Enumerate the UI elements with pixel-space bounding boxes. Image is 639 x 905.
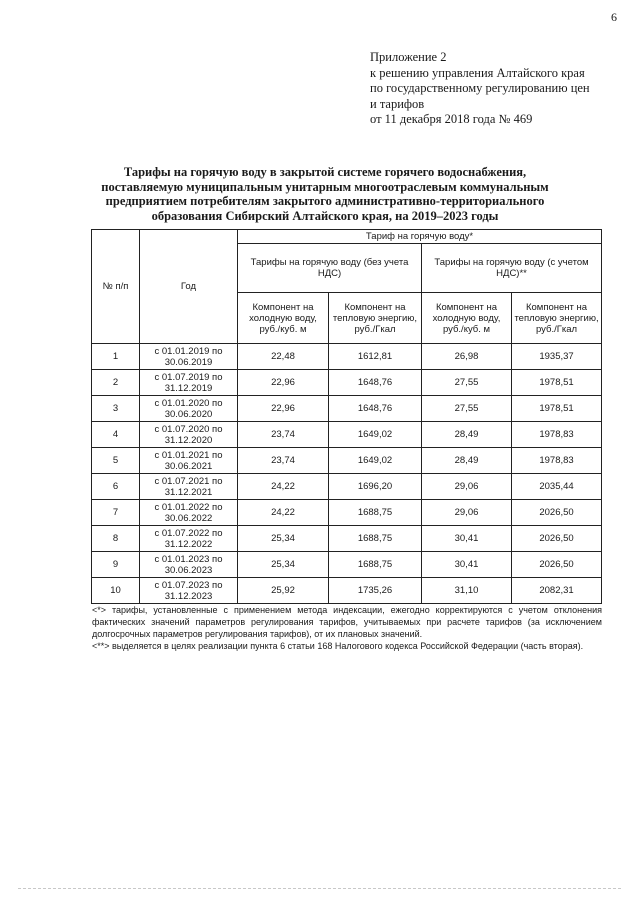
- cold-water-value: 22,96: [238, 370, 329, 396]
- table-row: [92, 474, 602, 500]
- title-line: предприятием потребителям закрытого административно-территориального: [105, 194, 545, 208]
- row-period: с 01.07.2021 по 31.12.2021: [140, 474, 238, 500]
- heat-vat-value: 2082,31: [512, 578, 602, 604]
- heat-vat-value: 1978,51: [512, 396, 602, 422]
- row-number: 7: [92, 500, 140, 526]
- heat-value: 1688,75: [329, 526, 422, 552]
- cold-water-vat-value: 27,55: [422, 396, 512, 422]
- table-row: [92, 448, 602, 474]
- footnotes: [92, 604, 602, 652]
- title-line: образования Сибирский Алтайского края, на 2019–2023 годы: [151, 208, 499, 223]
- row-period: с 01.07.2022 по 31.12.2022: [140, 526, 238, 552]
- heat-value: 1649,02: [329, 422, 422, 448]
- cold-water-vat-value: 30,41: [422, 526, 512, 552]
- table-row: [92, 396, 602, 422]
- cold-water-vat-value: 29,06: [422, 474, 512, 500]
- table-row: [92, 552, 602, 578]
- cold-water-value: 22,96: [238, 396, 329, 422]
- row-period: с 01.01.2022 по 30.06.2022: [140, 500, 238, 526]
- heat-value: 1688,75: [329, 500, 422, 526]
- cold-water-vat-value: 26,98: [422, 344, 512, 370]
- heat-value: 1648,76: [329, 370, 422, 396]
- table-row: [92, 422, 602, 448]
- heat-value: 1649,02: [329, 448, 422, 474]
- header-heat-component-vat: Компонент на тепловую энергию, руб./Гкал: [512, 293, 602, 344]
- table-row: [92, 500, 602, 526]
- row-period: с 01.01.2019 по 30.06.2019: [140, 344, 238, 370]
- row-number: 8: [92, 526, 140, 552]
- table-row: [92, 578, 602, 604]
- cold-water-value: 25,34: [238, 552, 329, 578]
- row-period: с 01.01.2023 по 30.06.2023: [140, 552, 238, 578]
- heat-vat-value: 1978,83: [512, 448, 602, 474]
- document-title: [90, 165, 560, 223]
- cold-water-vat-value: 27,55: [422, 370, 512, 396]
- header-with-vat: Тарифы на горячую воду (с учетом НДС)**: [422, 244, 602, 293]
- heat-vat-value: 1935,37: [512, 344, 602, 370]
- header-heat-component: Компонент на тепловую энергию, руб./Гкал: [329, 293, 422, 344]
- header-cold-water-component: Компонент на холодную воду, руб./куб. м: [238, 293, 329, 344]
- page-bottom-rule: [18, 888, 621, 889]
- heat-vat-value: 2026,50: [512, 526, 602, 552]
- table-row: [92, 344, 602, 370]
- heat-vat-value: 2026,50: [512, 552, 602, 578]
- cold-water-value: 25,34: [238, 526, 329, 552]
- row-number: 2: [92, 370, 140, 396]
- row-number: 5: [92, 448, 140, 474]
- heat-value: 1696,20: [329, 474, 422, 500]
- appendix-header: [370, 50, 610, 128]
- header-number: № п/п: [92, 230, 140, 344]
- cold-water-value: 22,48: [238, 344, 329, 370]
- heat-value: 1612,81: [329, 344, 422, 370]
- appendix-line: к решению управления Алтайского края: [370, 65, 585, 80]
- row-number: 1: [92, 344, 140, 370]
- row-number: 3: [92, 396, 140, 422]
- cold-water-value: 23,74: [238, 448, 329, 474]
- cold-water-vat-value: 30,41: [422, 552, 512, 578]
- header-tariff-group: Тариф на горячую воду*: [238, 230, 602, 244]
- cold-water-value: 24,22: [238, 500, 329, 526]
- table-row: [92, 370, 602, 396]
- heat-vat-value: 2026,50: [512, 500, 602, 526]
- heat-value: 1688,75: [329, 552, 422, 578]
- table-row: [92, 526, 602, 552]
- row-number: 9: [92, 552, 140, 578]
- footnote-indexation: <*> тарифы, установленные с применением метода индексации, ежегодно корректируются с учетом отклонения фактических значений параметров регулирования тарифов, учитываемых при расчете тарифов (за исключением долгосрочных параметров регулирования тарифов), от их плановых значений.: [92, 605, 602, 639]
- cold-water-value: 24,22: [238, 474, 329, 500]
- row-number: 10: [92, 578, 140, 604]
- heat-value: 1735,26: [329, 578, 422, 604]
- heat-value: 1648,76: [329, 396, 422, 422]
- cold-water-vat-value: 28,49: [422, 448, 512, 474]
- cold-water-vat-value: 31,10: [422, 578, 512, 604]
- header-year: Год: [140, 230, 238, 344]
- appendix-line: и тарифов: [370, 96, 425, 111]
- appendix-line: от 11 декабря 2018 года № 469: [370, 112, 533, 126]
- heat-vat-value: 1978,51: [512, 370, 602, 396]
- appendix-line: Приложение 2: [370, 50, 447, 64]
- row-period: с 01.01.2021 по 30.06.2021: [140, 448, 238, 474]
- row-period: с 01.07.2023 по 31.12.2023: [140, 578, 238, 604]
- header-without-vat: Тарифы на горячую воду (без учета НДС): [238, 244, 422, 293]
- cold-water-value: 25,92: [238, 578, 329, 604]
- footnote-vat: <**> выделяется в целях реализации пункта 6 статьи 168 Налогового кодекса Российской Федерации (часть вторая).: [92, 641, 584, 651]
- row-number: 6: [92, 474, 140, 500]
- row-period: с 01.01.2020 по 30.06.2020: [140, 396, 238, 422]
- heat-vat-value: 2035,44: [512, 474, 602, 500]
- row-period: с 01.07.2020 по 31.12.2020: [140, 422, 238, 448]
- cold-water-vat-value: 28,49: [422, 422, 512, 448]
- heat-vat-value: 1978,83: [512, 422, 602, 448]
- cold-water-value: 23,74: [238, 422, 329, 448]
- title-line: поставляемую муниципальным унитарным многоотраслевым коммунальным: [101, 179, 549, 194]
- tariff-table: [91, 229, 602, 604]
- header-cold-water-component-vat: Компонент на холодную воду, руб./куб. м: [422, 293, 512, 344]
- title-line: Тарифы на горячую воду в закрытой системе горячего водоснабжения,: [123, 165, 527, 179]
- row-number: 4: [92, 422, 140, 448]
- appendix-line: по государственному регулированию цен: [370, 81, 590, 95]
- page-number: 6: [611, 10, 617, 24]
- cold-water-vat-value: 29,06: [422, 500, 512, 526]
- row-period: с 01.07.2019 по 31.12.2019: [140, 370, 238, 396]
